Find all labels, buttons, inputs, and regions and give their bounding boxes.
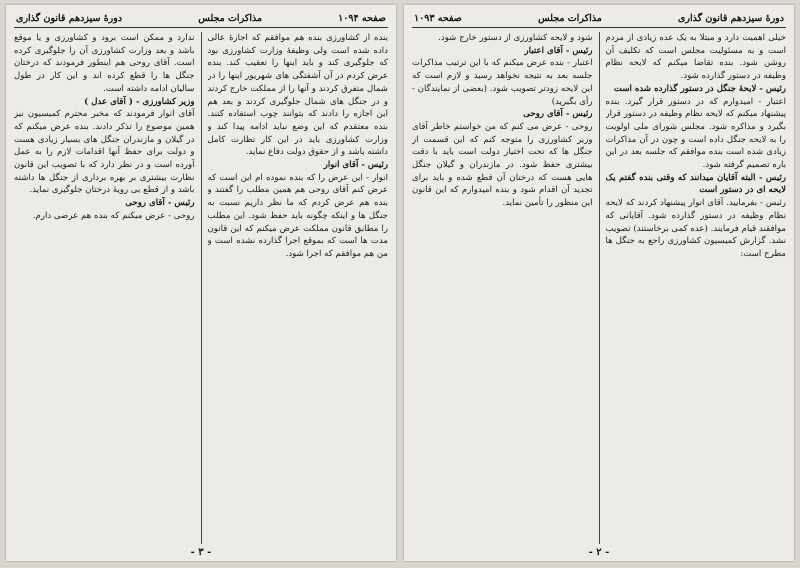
paragraph: ندارد و ممکن است برود و کشاورزی و یا موقع باشد و بعد وزارت کشاورزی آن را جلوگیری کرده است. آقای روحی هم اینطور فرمودند که درختان جنگل ها را قطع کرده اند و این کار در طول سالیان ادامه داشته است. bbox=[14, 33, 195, 94]
column-left bbox=[412, 32, 593, 544]
paragraph: رئیس - بفرمایید. آقای انوار پیشنهاد کردند که لایحه نظام وظیفه در دستور گذارده شود. آقایانی که موافقند قیام فرمایند. (عده کمی برخاستند) تصویب نشد. گزارش کمیسیون کشاورزی راجع به جنگل ها مطرح است: bbox=[605, 198, 786, 259]
journal-title: مذاکرات مجلس bbox=[537, 12, 602, 24]
page-header bbox=[412, 11, 786, 28]
paragraph: روحی - عرض میکنم که بنده هم عرضی دارم. bbox=[32, 210, 195, 221]
right-page bbox=[404, 5, 794, 561]
page-number: صفحه ۱۰۹۴ bbox=[338, 12, 386, 24]
journal-title: مذاکرات مجلس bbox=[198, 12, 263, 24]
text-columns bbox=[412, 32, 786, 544]
column-divider bbox=[201, 32, 202, 544]
page-footer-number: - ۳ - bbox=[190, 547, 212, 558]
speaker-line: وزیر کشاورزی - ( آقای عدل ) bbox=[84, 96, 195, 107]
paragraph: شود و لایحه کشاورزی از دستور خارج شود. bbox=[438, 33, 593, 43]
paragraph: روحی - عرض می کنم که من خواستم خاطر آقای وزیر کشاورزی را متوجه کنم که این قسمت از جنگل ها که تحت اختیار دولت است باید با دقت بیشتری حفظ شود. در مازندران و گیلان جنگل هایی هست که درختان آن قطع شده و باید برای تجدید آن اقدام شود و بنده امیدوارم که این قانون این منظور را تأمین نماید. bbox=[412, 121, 593, 209]
paragraph: اعتبار - بنده عرض میکنم که با این ترتیب مذاکرات جلسه بعد به نتیجه نخواهد رسید و لازم است که این لایحه زودتر تصویب شود. (بعضی از نمایندگان - رأی بگیرید) bbox=[412, 58, 593, 107]
paragraph: بنده از کشاورزی بنده هم موافقم که اجازهٔ عالی داده شده است ولی وظیفهٔ وزارت کشاورزی بود که جلوگیری کند و باید اینها را تعقیب کند. بنده عرض کردم در آن آشفتگی های شهریور اینها را در شمال متفرق کردند و آنها را از مملکت خارج کردند و در جنگل های شمال جلوگیری کردند و بعد هم این اجازه را دادند که بتوانند چوب استفاده کنند. بنده معتقدم که این وضع نباید ادامه پیدا کند و وزارت کشاورزی باید در این کار نظارت کامل داشته باشد و از حقوق دولت دفاع نماید. bbox=[207, 33, 388, 158]
column-left bbox=[14, 32, 195, 544]
column-right bbox=[606, 32, 787, 544]
column-right bbox=[208, 32, 389, 544]
speaker-line: رئیس - البته آقایان میدانند که وقتی بنده گفتم یک لایحه ای در دستور است bbox=[605, 172, 786, 196]
paragraph: خیلی اهمیت دارد و مبتلا به یک عده زیادی از مردم است و به مسئولیت مجلس است که تکلیف آن روشن شود. بنده تقاضا میکنم که لایحه نظام وظیفه در دستور گذارده شود. bbox=[605, 33, 786, 82]
page-number: صفحه ۱۰۹۳ bbox=[414, 12, 462, 24]
paragraph: انوار - این عرض را که بنده نموده ام این است که عرض کنم آقای روحی هم همین مطلب را گفتند و بنده هم عرض کردم که ما نظر داریم نسبت به جنگل ها و اینکه چگونه باید حفظ شود. این مطلب را مطابق قانون مملکت عرض میکنم که این قانون مدت ها است که بموقع اجرا گذارده نشده است و من هم موافقم که اجرا شود. bbox=[207, 172, 388, 259]
legislative-period: دورهٔ سیزدهم قانون گذاری bbox=[677, 12, 784, 24]
speaker-line: رئیس - آقای انوار bbox=[323, 160, 388, 171]
text-columns bbox=[14, 32, 388, 544]
speaker-line: رئیس - آقای روحی bbox=[125, 198, 195, 209]
paragraph: اعتبار - امیدوارم که در دستور قرار گیرد. بنده پیشنهاد میکنم که لایحه نظام وظیفه در دستور قرار بگیرد و مذاکره شود. مجلس شورای ملی اولویت را به لایحه جنگل داده است و چون در آن مذاکرات زیادی شده است بنده موافقم که جلسه بعد در این باره تصمیم گرفته شود. bbox=[605, 96, 786, 171]
paragraph: آقای انوار فرمودند که مخبر محترم کمیسیون نیز همین موضوع را تذکر دادند. بنده عرض میکنم که در گیلان و مازندران جنگل های بسیار زیادی هست و دولت برای حفظ آنها اقدامات لازم را به عمل آورده است و در نظر دارد که با تصویب این قانون نظارت بیشتری بر بهره برداری از جنگل ها داشته باشد و از قطع بی رویهٔ درختان جلوگیری نماید. bbox=[14, 109, 195, 196]
speaker-line: رئیس - آقای روحی bbox=[523, 109, 593, 120]
speaker-line: رئیس - لایحهٔ جنگل در دستور گذارده شده است bbox=[613, 83, 786, 94]
left-page bbox=[6, 5, 396, 561]
page-footer-number: - ۲ - bbox=[588, 547, 610, 558]
column-divider bbox=[599, 32, 600, 544]
speaker-line: رئیس - آقای اعتبار bbox=[524, 45, 593, 56]
page-header bbox=[14, 11, 388, 28]
legislative-period: دورهٔ سیزدهم قانون گذاری bbox=[16, 12, 123, 24]
